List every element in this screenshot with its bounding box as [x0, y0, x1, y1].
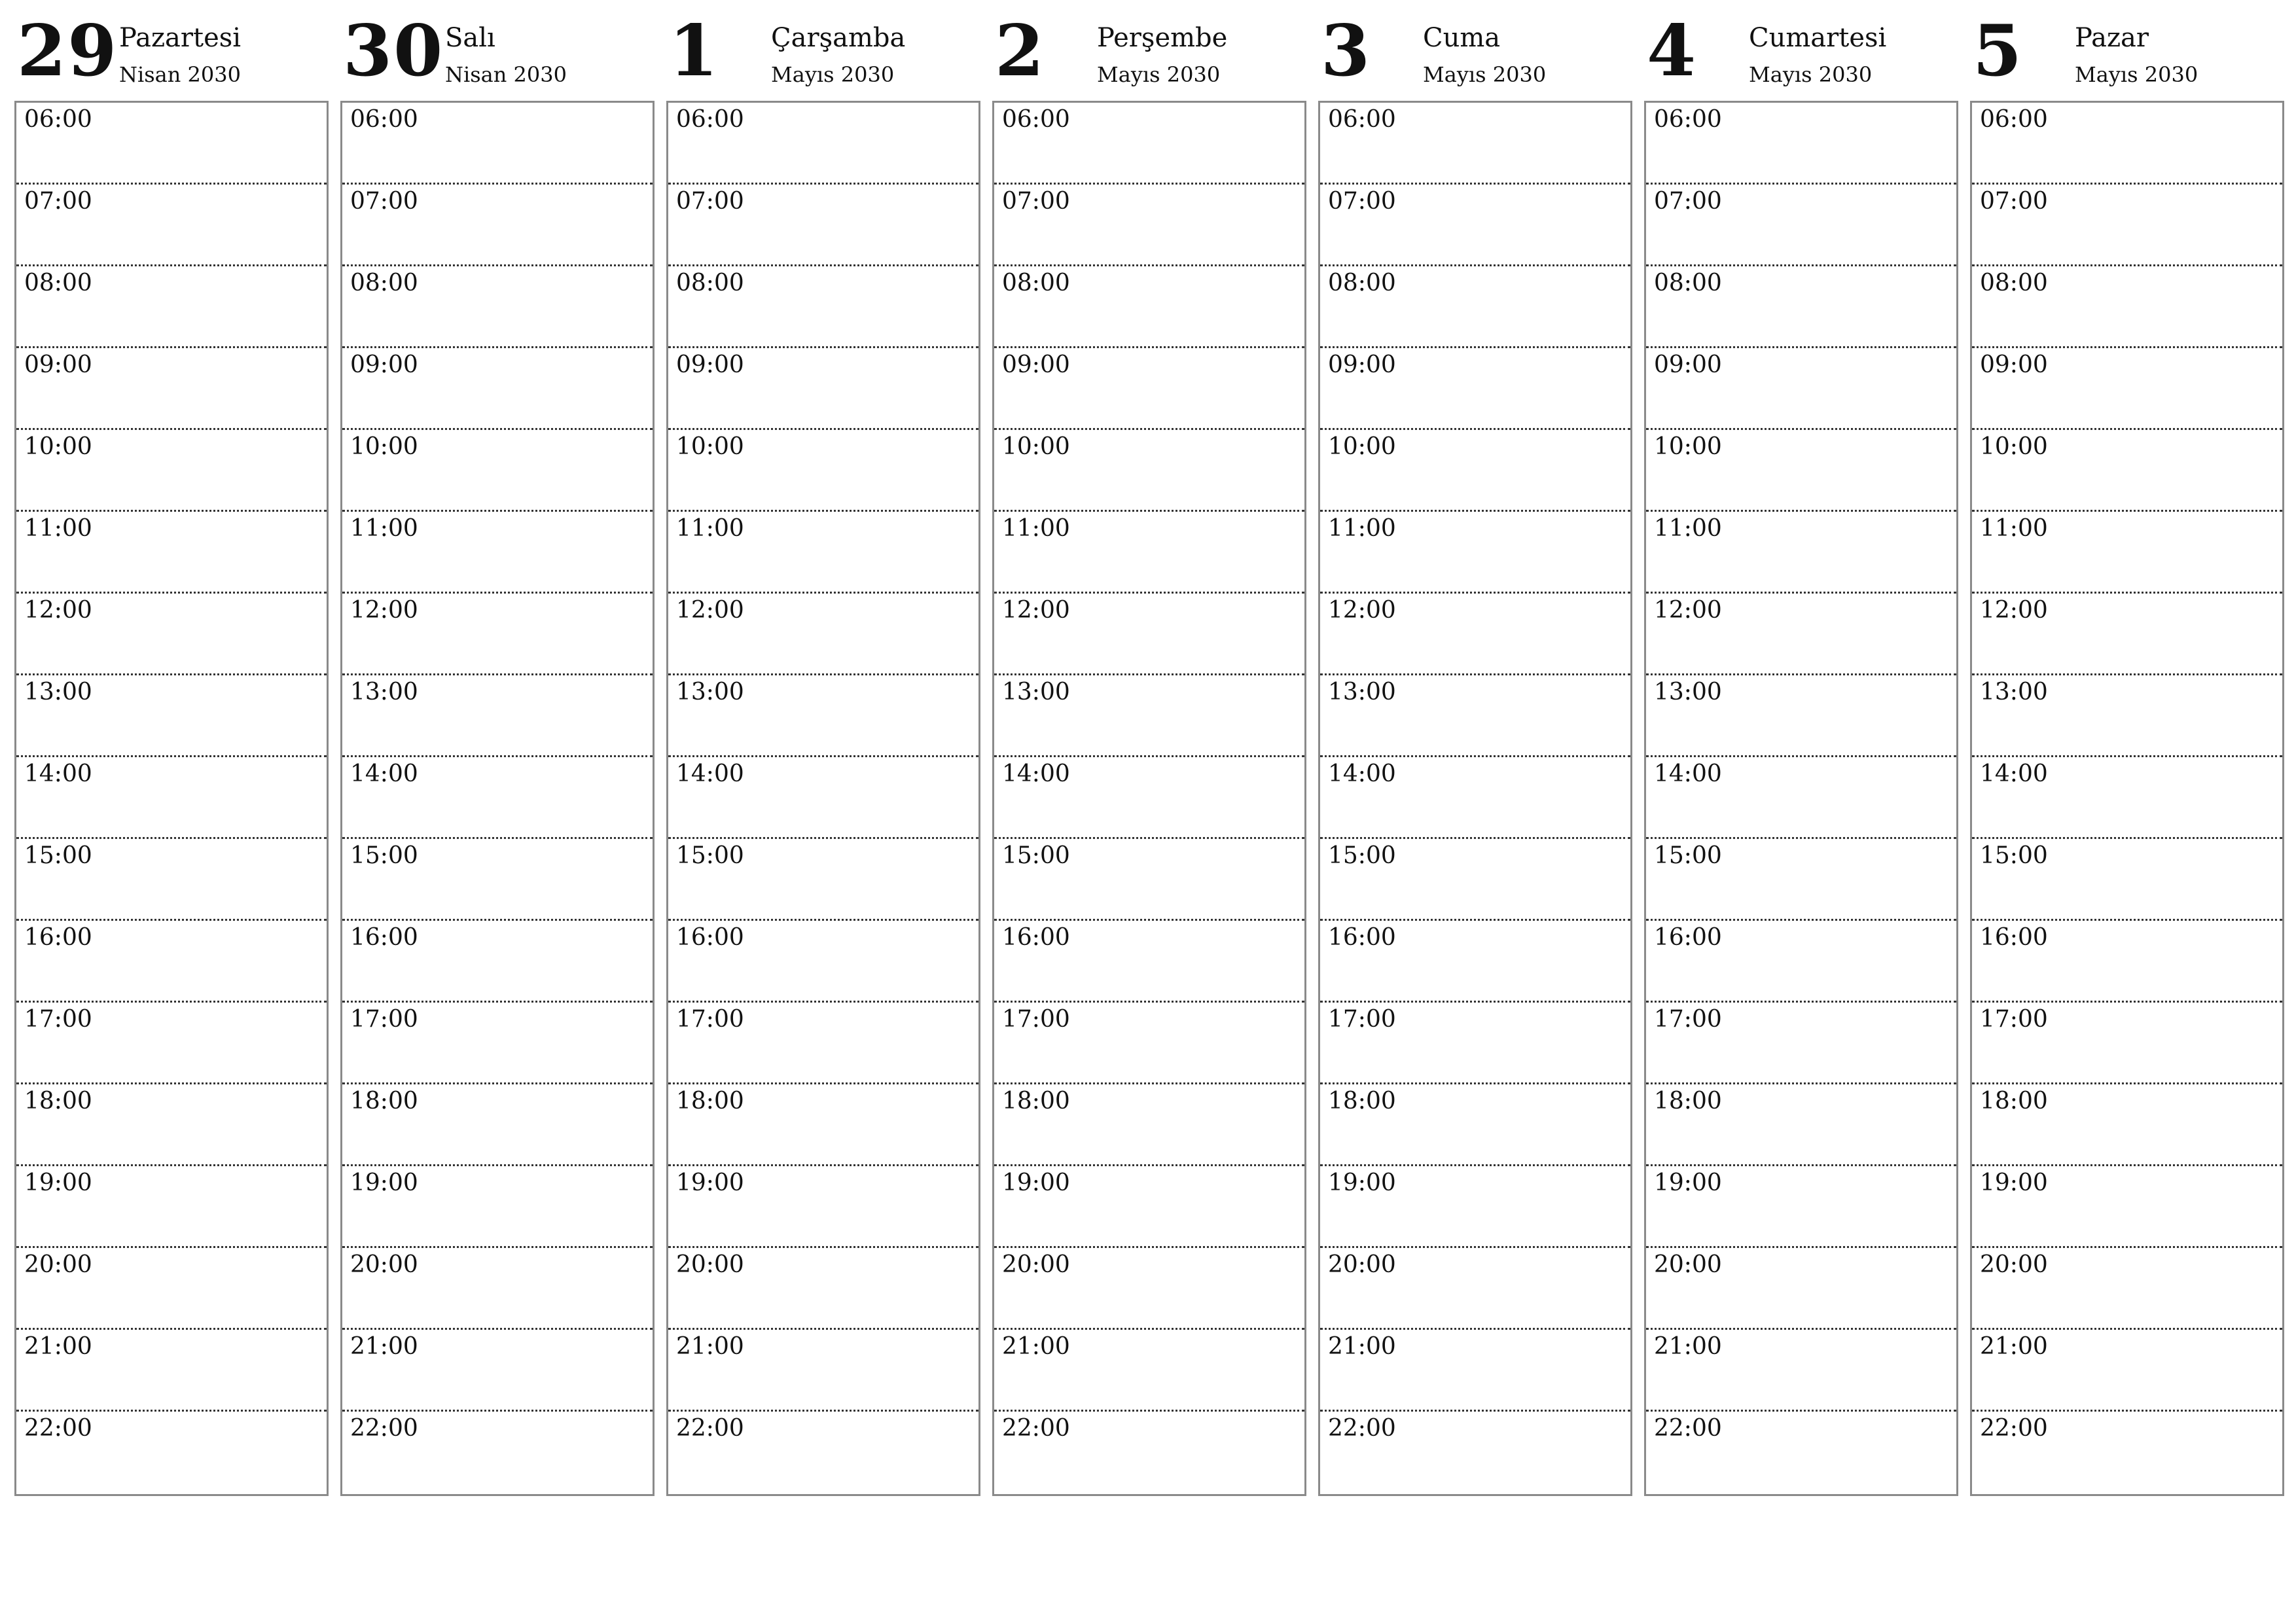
- hour-slot[interactable]: [1646, 1248, 1956, 1330]
- hour-label: 16:00: [1980, 924, 2048, 951]
- hour-label: 14:00: [1002, 760, 1070, 787]
- hour-label: 17:00: [1328, 1006, 1396, 1033]
- hour-slot[interactable]: [994, 1412, 1304, 1493]
- hour-label: 08:00: [24, 270, 92, 296]
- hour-label: 10:00: [1980, 433, 2048, 460]
- hour-label: 06:00: [24, 106, 92, 133]
- hour-label: 18:00: [1002, 1088, 1070, 1115]
- hour-label: 14:00: [1328, 760, 1396, 787]
- hour-slot[interactable]: [1320, 594, 1630, 675]
- hour-label: 11:00: [1654, 515, 1722, 542]
- hour-label: 09:00: [1980, 351, 2048, 378]
- hour-label: 12:00: [1654, 597, 1722, 624]
- hour-slot[interactable]: [994, 594, 1304, 675]
- hour-label: 06:00: [1328, 106, 1396, 133]
- day-header: [1318, 0, 1631, 98]
- hour-slot[interactable]: [994, 1003, 1304, 1084]
- hour-slot[interactable]: [342, 1412, 653, 1493]
- hour-slot[interactable]: [342, 1248, 653, 1330]
- hour-slot[interactable]: [1972, 348, 2282, 430]
- hour-slot[interactable]: [1646, 1084, 1956, 1166]
- hour-label: 07:00: [1002, 188, 1070, 215]
- hour-label: 20:00: [1980, 1251, 2048, 1278]
- hour-label: 06:00: [1654, 106, 1722, 133]
- hour-label: 18:00: [24, 1088, 92, 1115]
- hour-slot[interactable]: [668, 103, 978, 185]
- hour-label: 09:00: [1328, 351, 1396, 378]
- hour-label: 21:00: [24, 1333, 92, 1360]
- hour-slot[interactable]: [1972, 921, 2282, 1003]
- hour-label: 22:00: [1002, 1415, 1070, 1442]
- hour-slot[interactable]: [1972, 1330, 2282, 1412]
- hour-label: 19:00: [1002, 1169, 1070, 1196]
- hour-label: 16:00: [350, 924, 418, 951]
- hour-slot[interactable]: [16, 266, 327, 348]
- hour-slot[interactable]: [342, 757, 653, 839]
- hour-label: 08:00: [1980, 270, 2048, 296]
- hour-label: 19:00: [676, 1169, 744, 1196]
- hour-label: 17:00: [350, 1006, 418, 1033]
- hour-label: 07:00: [350, 188, 418, 215]
- hour-slot[interactable]: [1972, 512, 2282, 594]
- hour-slot[interactable]: [1972, 1084, 2282, 1166]
- hour-slot[interactable]: [342, 103, 653, 185]
- hour-slot[interactable]: [668, 1330, 978, 1412]
- hour-label: 06:00: [1980, 106, 2048, 133]
- hour-slot[interactable]: [1320, 1248, 1630, 1330]
- hour-slot[interactable]: [994, 757, 1304, 839]
- hour-label: 20:00: [1328, 1251, 1396, 1278]
- hour-slot[interactable]: [994, 348, 1304, 430]
- day-header: [666, 0, 979, 98]
- hour-slot[interactable]: [1320, 1084, 1630, 1166]
- hour-slot[interactable]: [668, 839, 978, 921]
- hour-label: 16:00: [24, 924, 92, 951]
- day-month-year: Nisan 2030: [119, 62, 241, 87]
- hour-slot[interactable]: [342, 1166, 653, 1248]
- hour-label: 11:00: [1980, 515, 2048, 542]
- hour-slot[interactable]: [16, 512, 327, 594]
- hour-slot[interactable]: [994, 839, 1304, 921]
- hour-label: 09:00: [676, 351, 744, 378]
- hour-label: 12:00: [676, 597, 744, 624]
- hour-label: 16:00: [1002, 924, 1070, 951]
- hour-label: 10:00: [1328, 433, 1396, 460]
- hour-slot[interactable]: [668, 348, 978, 430]
- hour-label: 10:00: [1002, 433, 1070, 460]
- hour-slot[interactable]: [668, 1412, 978, 1493]
- day-number: 1: [669, 10, 720, 92]
- hour-slot[interactable]: [16, 185, 327, 266]
- hour-label: 11:00: [350, 515, 418, 542]
- hour-slot[interactable]: [16, 1248, 327, 1330]
- hour-label: 18:00: [350, 1088, 418, 1115]
- hour-slot[interactable]: [1320, 839, 1630, 921]
- hour-slot[interactable]: [668, 675, 978, 757]
- hour-slot[interactable]: [668, 921, 978, 1003]
- hour-label: 06:00: [1002, 106, 1070, 133]
- day-name: Pazar: [2075, 23, 2149, 53]
- hour-slot[interactable]: [1972, 103, 2282, 185]
- hour-slot[interactable]: [1320, 430, 1630, 512]
- hour-slot[interactable]: [668, 430, 978, 512]
- hour-slot[interactable]: [1646, 1330, 1956, 1412]
- hour-slot[interactable]: [1646, 675, 1956, 757]
- hour-slot[interactable]: [16, 348, 327, 430]
- day-schedule-box[interactable]: [14, 101, 329, 1496]
- hour-slot[interactable]: [1320, 185, 1630, 266]
- day-number: 3: [1321, 10, 1372, 92]
- hour-label: 16:00: [1654, 924, 1722, 951]
- day-month-year: Nisan 2030: [445, 62, 567, 87]
- day-header: [340, 0, 653, 98]
- hour-label: 12:00: [350, 597, 418, 624]
- day-number: 2: [995, 10, 1046, 92]
- hour-label: 10:00: [1654, 433, 1722, 460]
- hour-label: 11:00: [24, 515, 92, 542]
- hour-label: 15:00: [1980, 842, 2048, 869]
- hour-slot[interactable]: [994, 675, 1304, 757]
- hour-slot[interactable]: [1320, 103, 1630, 185]
- hour-label: 19:00: [1980, 1169, 2048, 1196]
- hour-label: 15:00: [350, 842, 418, 869]
- day-number: 30: [343, 10, 444, 92]
- hour-slot[interactable]: [668, 1084, 978, 1166]
- hour-slot[interactable]: [1972, 1166, 2282, 1248]
- hour-label: 14:00: [24, 760, 92, 787]
- hour-label: 21:00: [1002, 1333, 1070, 1360]
- hour-slot[interactable]: [1972, 430, 2282, 512]
- hour-slot[interactable]: [668, 757, 978, 839]
- hour-slot[interactable]: [994, 430, 1304, 512]
- hour-label: 22:00: [676, 1415, 744, 1442]
- hour-slot[interactable]: [1972, 1003, 2282, 1084]
- day-month-year: Mayıs 2030: [1097, 62, 1221, 87]
- day-month-year: Mayıs 2030: [2075, 62, 2198, 87]
- hour-slot[interactable]: [1646, 921, 1956, 1003]
- day-number: 5: [1973, 10, 2024, 92]
- hour-slot[interactable]: [16, 1330, 327, 1412]
- day-header: [14, 0, 327, 98]
- day-number: 4: [1647, 10, 1698, 92]
- hour-label: 22:00: [1328, 1415, 1396, 1442]
- hour-label: 12:00: [1328, 597, 1396, 624]
- hour-slot[interactable]: [1646, 757, 1956, 839]
- hour-slot[interactable]: [994, 1084, 1304, 1166]
- hour-label: 06:00: [350, 106, 418, 133]
- hour-label: 11:00: [1002, 515, 1070, 542]
- day-schedule-box[interactable]: [340, 101, 655, 1496]
- hour-slot[interactable]: [994, 512, 1304, 594]
- day-name: Çarşamba: [771, 23, 906, 53]
- hour-slot[interactable]: [16, 1412, 327, 1493]
- hour-slot[interactable]: [342, 1084, 653, 1166]
- hour-slot[interactable]: [16, 675, 327, 757]
- hour-label: 07:00: [1328, 188, 1396, 215]
- hour-slot[interactable]: [1320, 1330, 1630, 1412]
- hour-label: 16:00: [1328, 924, 1396, 951]
- hour-label: 22:00: [350, 1415, 418, 1442]
- hour-label: 20:00: [1654, 1251, 1722, 1278]
- hour-slot[interactable]: [1972, 185, 2282, 266]
- hour-slot[interactable]: [342, 348, 653, 430]
- hour-label: 18:00: [1328, 1088, 1396, 1115]
- day-schedule-box[interactable]: [1318, 101, 1632, 1496]
- hour-slot[interactable]: [668, 1003, 978, 1084]
- hour-label: 12:00: [24, 597, 92, 624]
- hour-label: 08:00: [676, 270, 744, 296]
- hour-slot[interactable]: [994, 1166, 1304, 1248]
- hour-label: 22:00: [1654, 1415, 1722, 1442]
- day-header: [992, 0, 1305, 98]
- hour-label: 09:00: [350, 351, 418, 378]
- hour-label: 11:00: [676, 515, 744, 542]
- hour-label: 15:00: [1328, 842, 1396, 869]
- hour-label: 19:00: [1654, 1169, 1722, 1196]
- hour-label: 21:00: [1980, 1333, 2048, 1360]
- hour-slot[interactable]: [1320, 1166, 1630, 1248]
- hour-slot[interactable]: [668, 1248, 978, 1330]
- hour-label: 17:00: [676, 1006, 744, 1033]
- hour-slot[interactable]: [1320, 266, 1630, 348]
- hour-label: 08:00: [1654, 270, 1722, 296]
- hour-label: 13:00: [1002, 679, 1070, 705]
- hour-label: 14:00: [1980, 760, 2048, 787]
- hour-slot[interactable]: [1972, 839, 2282, 921]
- hour-label: 22:00: [24, 1415, 92, 1442]
- hour-label: 18:00: [1654, 1088, 1722, 1115]
- hour-slot[interactable]: [668, 185, 978, 266]
- hour-label: 14:00: [350, 760, 418, 787]
- hour-label: 20:00: [1002, 1251, 1070, 1278]
- hour-label: 19:00: [350, 1169, 418, 1196]
- hour-label: 07:00: [1980, 188, 2048, 215]
- hour-label: 19:00: [1328, 1169, 1396, 1196]
- hour-slot[interactable]: [1972, 1248, 2282, 1330]
- day-name: Perşembe: [1097, 23, 1228, 53]
- hour-label: 17:00: [1980, 1006, 2048, 1033]
- hour-slot[interactable]: [994, 1330, 1304, 1412]
- hour-label: 09:00: [1002, 351, 1070, 378]
- hour-slot[interactable]: [668, 594, 978, 675]
- hour-slot[interactable]: [16, 921, 327, 1003]
- hour-slot[interactable]: [1646, 594, 1956, 675]
- day-header: [1970, 0, 2283, 98]
- hour-slot[interactable]: [1320, 512, 1630, 594]
- hour-slot[interactable]: [1972, 1412, 2282, 1493]
- hour-slot[interactable]: [1646, 1166, 1956, 1248]
- hour-label: 10:00: [350, 433, 418, 460]
- hour-slot[interactable]: [342, 594, 653, 675]
- hour-slot[interactable]: [668, 1166, 978, 1248]
- hour-label: 07:00: [24, 188, 92, 215]
- hour-label: 13:00: [24, 679, 92, 705]
- hour-slot[interactable]: [1320, 921, 1630, 1003]
- hour-label: 20:00: [676, 1251, 744, 1278]
- hour-slot[interactable]: [1646, 103, 1956, 185]
- hour-label: 11:00: [1328, 515, 1396, 542]
- hour-slot[interactable]: [1320, 757, 1630, 839]
- day-name: Cumartesi: [1749, 23, 1887, 53]
- hour-slot[interactable]: [1972, 757, 2282, 839]
- hour-label: 20:00: [350, 1251, 418, 1278]
- hour-label: 18:00: [676, 1088, 744, 1115]
- hour-slot[interactable]: [342, 266, 653, 348]
- hour-label: 13:00: [676, 679, 744, 705]
- hour-label: 20:00: [24, 1251, 92, 1278]
- hour-slot[interactable]: [1646, 839, 1956, 921]
- hour-slot[interactable]: [342, 185, 653, 266]
- hour-label: 17:00: [24, 1006, 92, 1033]
- hour-label: 08:00: [1002, 270, 1070, 296]
- hour-label: 08:00: [350, 270, 418, 296]
- hour-label: 21:00: [1328, 1333, 1396, 1360]
- hour-label: 08:00: [1328, 270, 1396, 296]
- hour-slot[interactable]: [342, 512, 653, 594]
- hour-slot[interactable]: [16, 839, 327, 921]
- hour-slot[interactable]: [342, 675, 653, 757]
- hour-slot[interactable]: [994, 921, 1304, 1003]
- hour-slot[interactable]: [1646, 185, 1956, 266]
- hour-label: 21:00: [350, 1333, 418, 1360]
- hour-label: 15:00: [1002, 842, 1070, 869]
- day-schedule-box[interactable]: [1644, 101, 1958, 1496]
- hour-label: 07:00: [1654, 188, 1722, 215]
- hour-slot[interactable]: [1972, 594, 2282, 675]
- hour-label: 13:00: [350, 679, 418, 705]
- hour-slot[interactable]: [1320, 348, 1630, 430]
- hour-label: 13:00: [1654, 679, 1722, 705]
- hour-label: 22:00: [1980, 1415, 2048, 1442]
- hour-label: 10:00: [24, 433, 92, 460]
- hour-slot[interactable]: [1320, 675, 1630, 757]
- hour-label: 15:00: [1654, 842, 1722, 869]
- hour-label: 09:00: [24, 351, 92, 378]
- hour-slot[interactable]: [16, 1084, 327, 1166]
- hour-slot[interactable]: [1320, 1412, 1630, 1493]
- hour-slot[interactable]: [994, 185, 1304, 266]
- hour-label: 14:00: [1654, 760, 1722, 787]
- hour-label: 21:00: [676, 1333, 744, 1360]
- hour-label: 18:00: [1980, 1088, 2048, 1115]
- hour-label: 15:00: [24, 842, 92, 869]
- hour-slot[interactable]: [1320, 1003, 1630, 1084]
- hour-slot[interactable]: [994, 103, 1304, 185]
- hour-label: 16:00: [676, 924, 744, 951]
- hour-slot[interactable]: [1646, 266, 1956, 348]
- hour-label: 13:00: [1328, 679, 1396, 705]
- hour-slot[interactable]: [342, 1330, 653, 1412]
- hour-label: 21:00: [1654, 1333, 1722, 1360]
- hour-slot[interactable]: [994, 266, 1304, 348]
- hour-slot[interactable]: [16, 757, 327, 839]
- hour-slot[interactable]: [1646, 1003, 1956, 1084]
- hour-label: 15:00: [676, 842, 744, 869]
- day-schedule-box[interactable]: [1970, 101, 2284, 1496]
- day-name: Pazartesi: [119, 23, 242, 53]
- hour-slot[interactable]: [1972, 675, 2282, 757]
- day-number: 29: [17, 10, 118, 92]
- hour-slot[interactable]: [668, 512, 978, 594]
- day-month-year: Mayıs 2030: [1749, 62, 1873, 87]
- day-month-year: Mayıs 2030: [1423, 62, 1547, 87]
- day-schedule-box[interactable]: [666, 101, 980, 1496]
- hour-label: 14:00: [676, 760, 744, 787]
- hour-label: 12:00: [1002, 597, 1070, 624]
- day-month-year: Mayıs 2030: [771, 62, 895, 87]
- day-header: [1644, 0, 1957, 98]
- hour-slot[interactable]: [1646, 512, 1956, 594]
- hour-slot[interactable]: [342, 430, 653, 512]
- hour-slot[interactable]: [1646, 430, 1956, 512]
- day-schedule-box[interactable]: [992, 101, 1306, 1496]
- hour-slot[interactable]: [1646, 348, 1956, 430]
- hour-slot[interactable]: [342, 1003, 653, 1084]
- hour-label: 06:00: [676, 106, 744, 133]
- day-name: Cuma: [1423, 23, 1501, 53]
- hour-slot[interactable]: [16, 594, 327, 675]
- hour-label: 17:00: [1654, 1006, 1722, 1033]
- hour-label: 13:00: [1980, 679, 2048, 705]
- hour-slot[interactable]: [1646, 1412, 1956, 1493]
- hour-label: 12:00: [1980, 597, 2048, 624]
- hour-label: 17:00: [1002, 1006, 1070, 1033]
- hour-slot[interactable]: [16, 1003, 327, 1084]
- hour-slot[interactable]: [994, 1248, 1304, 1330]
- hour-slot[interactable]: [342, 839, 653, 921]
- day-name: Salı: [445, 23, 495, 53]
- hour-label: 19:00: [24, 1169, 92, 1196]
- hour-label: 09:00: [1654, 351, 1722, 378]
- hour-slot[interactable]: [342, 921, 653, 1003]
- hour-slot[interactable]: [16, 1166, 327, 1248]
- hour-slot[interactable]: [16, 103, 327, 185]
- hour-slot[interactable]: [1972, 266, 2282, 348]
- hour-slot[interactable]: [668, 266, 978, 348]
- hour-label: 07:00: [676, 188, 744, 215]
- hour-label: 10:00: [676, 433, 744, 460]
- hour-slot[interactable]: [16, 430, 327, 512]
